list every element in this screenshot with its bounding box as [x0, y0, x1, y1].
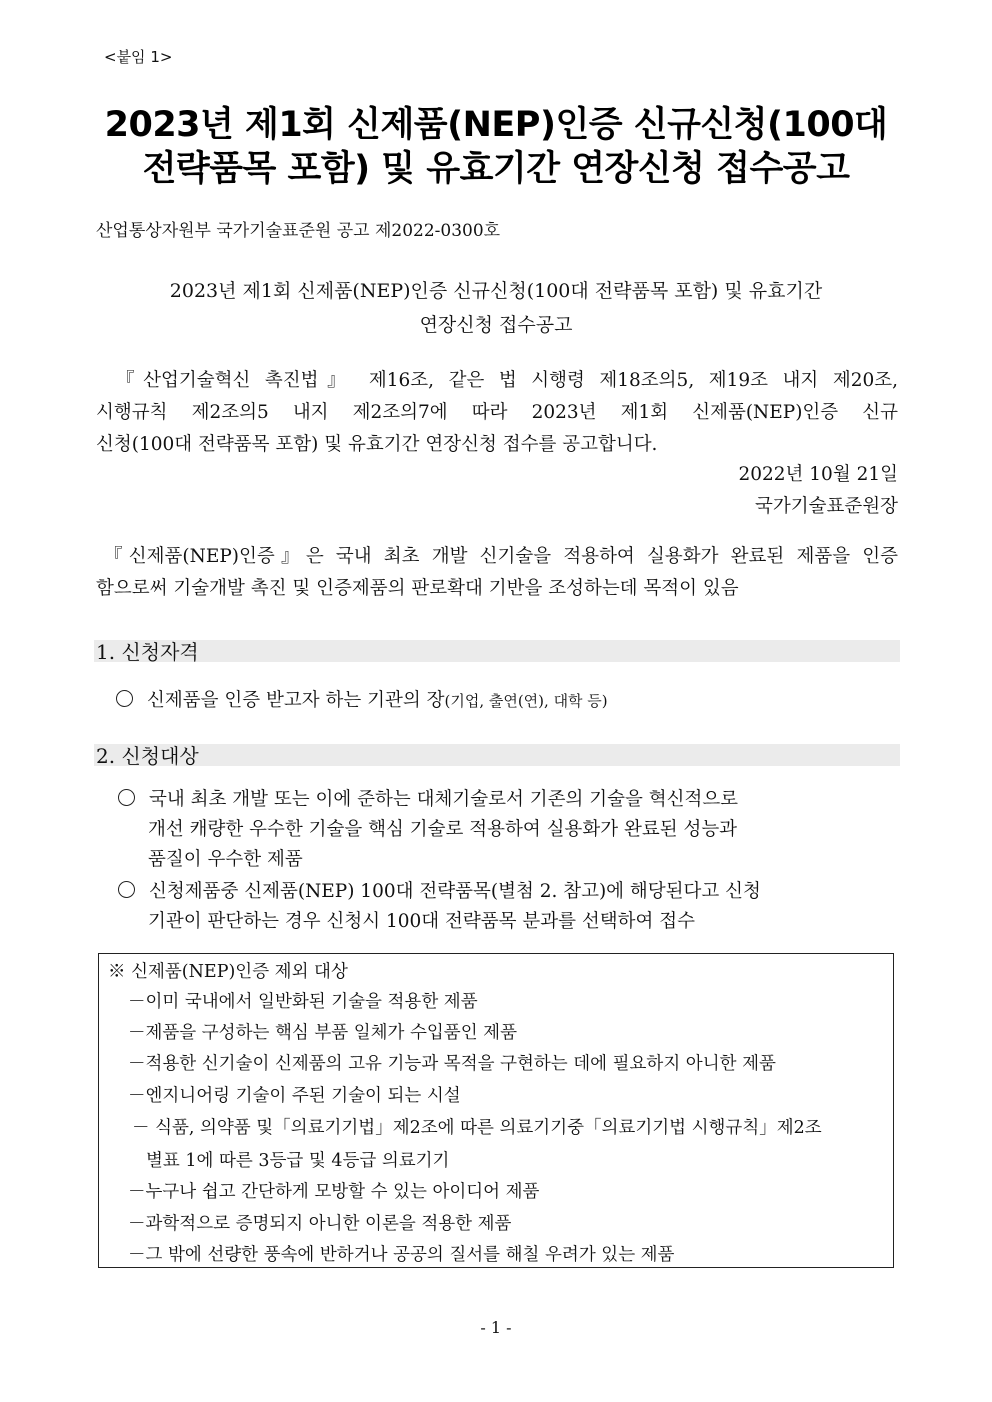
exclusions-header: ※ 신제품(NEP)인증 제외 대상: [108, 962, 348, 982]
exclusion-item: －이미 국내에서 일반화된 기술을 적용한 제품: [128, 992, 478, 1012]
purpose-line2: 함으로써 기술개발 촉진 및 인증제품의 판로확대 기반을 조성하는데 목적이 있음: [96, 578, 739, 599]
page-title-line1: 2023년 제1회 신제품(NEP)인증 신규신청(100대: [104, 105, 888, 145]
circle-bullet-icon: [116, 690, 133, 707]
section1-item-note: (기업, 출연(연), 대학 등): [444, 692, 608, 710]
intro-line2: 시행규칙 제2조의5 내지 제2조의7에 따라 2023년 제1회 신제품(NEP)인증 신규: [96, 402, 898, 423]
exclusion-item: － 식품, 의약품 및「의료기기법」제2조에 따른 의료기기중「의료기기법 시행규칙」제2조: [132, 1118, 822, 1138]
exclusion-item: －제품을 구성하는 핵심 부품 일체가 수입품인 제품: [128, 1023, 517, 1043]
purpose-line1: 『신제품(NEP)인증』은 국내 최초 개발 신기술을 적용하여 실용화가 완료된 제품을 인증: [104, 546, 898, 567]
section2-item1: [118, 785, 738, 811]
exclusion-item: －적용한 신기술이 신제품의 고유 기능과 목적을 구현하는 데에 필요하지 아니한 제품: [128, 1054, 776, 1074]
section2-item1-line1: 국내 최초 개발 또는 이에 준하는 대체기술로서 기존의 기술을 혁신적으로: [149, 789, 739, 810]
attachment-label: <붙임 1>: [104, 48, 173, 66]
page-title-line2: 전략품목 포함) 및 유효기간 연장신청 접수공고: [142, 149, 850, 189]
section2-item1-line2: 개선 캐량한 우수한 기술을 핵심 기술로 적용하여 실용화가 완료된 성능과: [148, 819, 738, 840]
section2-item2-line1: 신청제품중 신제품(NEP) 100대 전략품목(별첨 2. 참고)에 해당된다고 신청: [149, 881, 761, 902]
intro-line3: 신청(100대 전략품목 포함) 및 유효기간 연장신청 접수를 공고합니다.: [96, 434, 658, 455]
subtitle-line2: 연장신청 접수공고: [419, 314, 573, 336]
section2-title: 2. 신청대상: [96, 744, 199, 768]
section2-item1-line3: 품질이 우수한 제품: [148, 849, 303, 870]
notice-date: 2022년 10월 21일: [738, 464, 898, 485]
page-number: - 1 -: [480, 1318, 512, 1337]
section1-bar: [94, 640, 900, 662]
exclusion-item: －과학적으로 증명되지 아니한 이론을 적용한 제품: [128, 1214, 512, 1234]
exclusion-item: －누구나 쉽고 간단하게 모방할 수 있는 아이디어 제품: [128, 1182, 540, 1202]
section1-item-text: 신제품을 인증 받고자 하는 기관의 장: [147, 690, 445, 711]
subtitle-line1: 2023년 제1회 신제품(NEP)인증 신규신청(100대 전략품목 포함) 및 유효기간: [169, 280, 823, 302]
section1-item: [116, 686, 608, 712]
exclusion-item: －엔지니어링 기술이 주된 기술이 되는 시설: [128, 1086, 461, 1106]
circle-bullet-icon: [118, 881, 135, 898]
section1-title: 1. 신청자격: [96, 640, 199, 664]
exclusion-item: －그 밖에 선량한 풍속에 반하거나 공공의 질서를 해칠 우려가 있는 제품: [128, 1245, 675, 1265]
section2-bar: [94, 744, 900, 766]
notice-number: 산업통상자원부 국가기술표준원 공고 제2022-0300호: [96, 221, 501, 241]
section2-item2: [118, 877, 761, 903]
issuer: 국가기술표준원장: [755, 496, 898, 517]
section2-item2-line2: 기관이 판단하는 경우 신청시 100대 전략품목 분과를 선택하여 접수: [148, 911, 696, 932]
circle-bullet-icon: [118, 789, 135, 806]
intro-line1: 『산업기술혁신 촉진법』 제16조, 같은 법 시행령 제18조의5, 제19조 내지 제20조,: [116, 370, 898, 391]
exclusion-item-continued: 별표 1에 따른 3등급 및 4등급 의료기기: [146, 1151, 450, 1171]
